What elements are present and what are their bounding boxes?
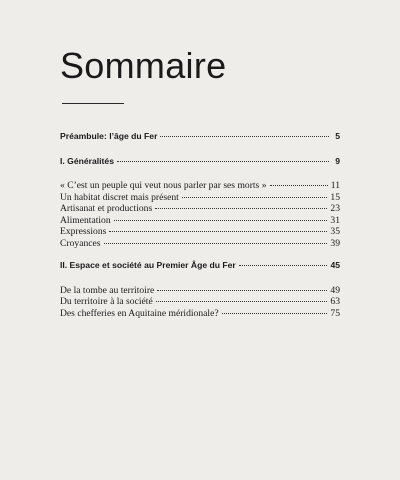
toc-entry (60, 238, 340, 250)
leader-dots (155, 208, 327, 209)
toc-entry (60, 215, 340, 227)
leader-dots (270, 185, 328, 186)
toc-entry-label: Du territoire à la société (60, 296, 153, 307)
table-of-contents (60, 131, 340, 319)
title-underline (62, 103, 124, 104)
toc-entry (60, 285, 340, 297)
toc-entry-page: 15 (330, 191, 340, 203)
toc-entry-page: 31 (330, 214, 340, 226)
toc-entry-label: Des chefferies en Aquitaine méridionale? (60, 307, 219, 319)
toc-entry (60, 296, 340, 308)
toc-entry-label: « C’est un peuple qui veut nous parler par ses morts » (60, 180, 267, 191)
toc-entry (60, 226, 340, 238)
toc-entry-page: 75 (330, 307, 340, 319)
leader-dots (239, 265, 328, 266)
leader-dots (117, 161, 329, 162)
toc-entry-label: I. Généralités (60, 155, 114, 166)
toc-entry-label: Artisanat et productions (60, 203, 153, 214)
toc-entry-label: Préambule: l’âge du Fer (60, 131, 158, 141)
toc-entry-page: 63 (330, 296, 340, 307)
toc-entry (60, 308, 340, 320)
toc-entry-page: 45 (330, 260, 340, 270)
leader-dots (156, 301, 328, 302)
leader-dots (160, 136, 329, 137)
leader-dots (222, 313, 328, 314)
toc-entry-label: Croyances (60, 237, 101, 249)
toc-entry-label: Un habitat discret mais présent (60, 191, 179, 203)
toc-entry (60, 192, 340, 204)
toc-entry-label: Alimentation (60, 214, 111, 226)
leader-dots (157, 290, 327, 291)
toc-entry-espace-societe (60, 260, 340, 272)
toc-entry-label: De la tombe au territoire (60, 284, 155, 296)
toc-entry-preambule (60, 131, 340, 143)
toc-entry-page: 49 (330, 284, 340, 296)
leader-dots (104, 243, 328, 244)
toc-entry (60, 180, 340, 192)
toc-entry (60, 203, 340, 215)
leader-dots (109, 231, 327, 232)
toc-entry-label: Expressions (60, 226, 107, 237)
page-title: Sommaire (60, 45, 227, 86)
toc-entry-generalites (60, 156, 340, 168)
toc-entry-page: 11 (330, 180, 340, 191)
toc-entry-page: 39 (330, 237, 340, 249)
leader-dots (114, 220, 328, 221)
toc-entry-label: II. Espace et société au Premier Âge du Fer (60, 260, 236, 270)
toc-entry-page: 9 (335, 155, 340, 166)
leader-dots (182, 197, 328, 198)
toc-entry-page: 5 (335, 131, 340, 141)
toc-entry-page: 23 (330, 203, 340, 214)
toc-entry-page: 35 (330, 226, 340, 237)
